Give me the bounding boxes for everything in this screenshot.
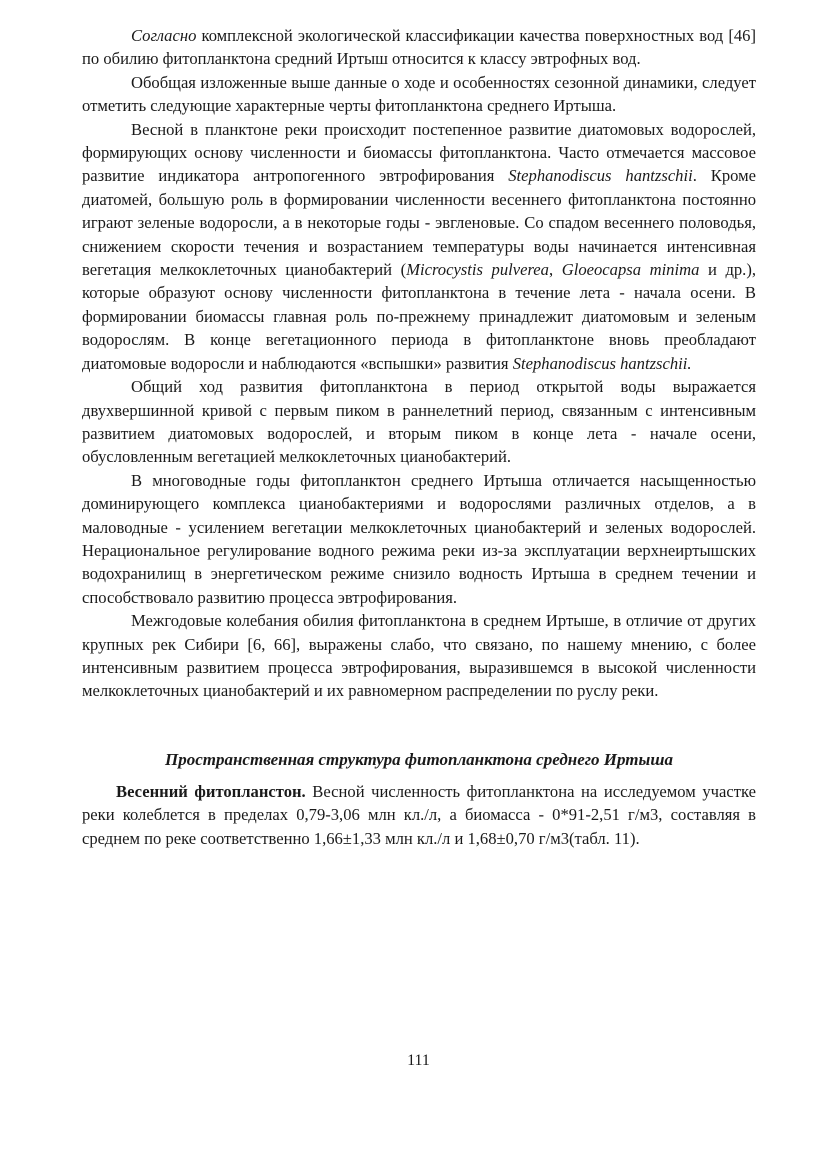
italic-term: Gloeocapsa minima (561, 260, 700, 280)
page-body (82, 24, 756, 850)
section-heading: Пространственная структура фитопланктона среднего Иртыша (165, 749, 673, 769)
text-run: , (548, 260, 562, 280)
italic-term: Согласно (131, 26, 197, 45)
body-paragraph (82, 24, 756, 71)
body-text (82, 24, 756, 703)
body-paragraph (82, 375, 756, 469)
body-paragraph (82, 609, 756, 703)
italic-term: Microcystis pulverea (406, 260, 549, 280)
subsection-run-in-title: Весенний фитопланстон. (116, 781, 306, 801)
subsection-paragraph (82, 780, 756, 850)
italic-term: Stephanodiscus hantzschii. (512, 353, 692, 373)
text-run: и др.), которые образуют основу численности фитопланктона в течение лета - начала осени. В формировании биомассы главная роль по-прежнему принадлежит диатомовым и зеленым водорослям. В конце вегетационного периода в фитопланктоне вновь преобладают диатомовые водоросли и наблюдаются «вспышки» развития (82, 260, 757, 373)
body-paragraph (82, 118, 756, 375)
text-run: Обобщая изложенные выше данные о ходе и особенностях сезонной динамики, следует отметить следующие характерные черты фитопланктона среднего Иртыша. (82, 72, 756, 116)
italic-term: Stephanodiscus hantzschii (508, 166, 693, 186)
subsection-text: Весной численность фитопланктона на исследуемом участке реки колеблется в пределах 0,79-3,06 млн кл./л, а биомасса - 0*91-2,51 г/м3, составляя в среднем по реке соответственно 1,66±1,33 млн кл./л и 1,68±0,70 г/м3(табл. 11). (82, 781, 756, 848)
body-paragraph (82, 71, 756, 118)
text-run: В многоводные годы фитопланктон среднего Иртыша отличается насыщенностью доминирующего комплекса цианобактериями и водорослями различных отделов, а в маловодные - усилением вегетации мелкоклеточных цианобактерий и зеленых водорослей. Нерациональное регулирование водного режима реки из-за эксплуатации верхнеиртышских водохранилищ в энергетическом режиме снизило водность Иртыша в среднем течении и способствовало развитию процесса эвтрофирования. (82, 470, 756, 607)
text-run: . Кроме диатомей, большую роль в формировании численности весеннего фитопланктона постоянно играют зеленые водоросли, а в некоторые годы - эвгленовые. Со спадом весеннего половодья, снижением скорости течения и возрастанием температуры воды начинается интенсивная вегетация мелкоклеточных цианобактерий ( (82, 166, 756, 280)
text-run: Общий ход развития фитопланктона в период открытой воды выражается двухвершинной кривой с первым пиком в раннелетний период, связанным с интенсивным развитием диатомовых водорослей, и вторым пиком в конце лета - начале осени, обусловленным вегетацией мелкоклеточных цианобактерий. (82, 377, 756, 467)
body-paragraph (82, 469, 756, 609)
text-run: Весной в планктоне реки происходит постепенное развитие диатомовых водорослей, формирующих основу численности и биомассы фитопланктона. Часто отмечается массовое развитие индикатора антропогенного эвтрофирования (82, 119, 756, 186)
text-run: Межгодовые колебания обилия фитопланктона в среднем Иртыше, в отличие от других крупных рек Сибири [6, 66], выражены слабо, что связано, по нашему мнению, с более интенсивным развитием процесса эвтрофирования, выразившемся в высокой численности мелкоклеточных цианобактерий и их равномерном распределении по руслу реки. (82, 611, 756, 701)
text-run: комплексной экологической классификации качества поверхностных вод [46] по обилию фитопланктона средний Иртыш относится к классу эвтрофных вод. (82, 26, 756, 69)
page-number: 111 (407, 1052, 430, 1069)
